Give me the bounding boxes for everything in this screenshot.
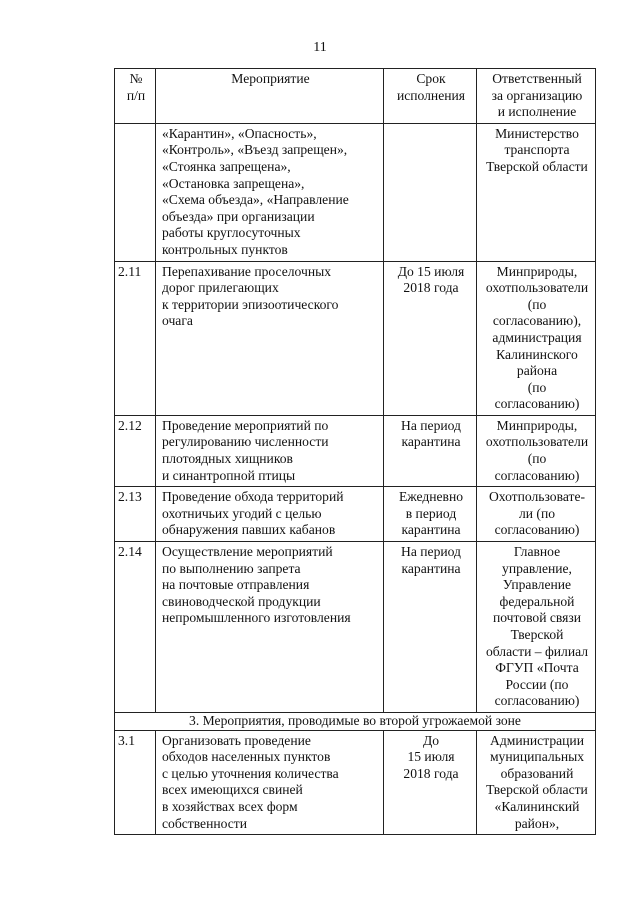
row-activity: «Карантин», «Опасность», «Контроль», «Въезд запрещен», «Стоянка запрещена», «Остановка запрещена», «Схема объезда», «Направление объезда» при организации работы круглосуточных контрольных пунктов [156,123,384,261]
row-num: 2.13 [115,487,156,542]
row-num [115,123,156,261]
row-responsible: Министерство транспорта Тверской области [477,123,596,261]
row-activity: Проведение обхода территорий охотничьих угодий с целью обнаружения павших кабанов [156,487,384,542]
row-responsible: Минприроды, охотпользователи (по согласованию) [477,415,596,486]
row-num: 2.12 [115,415,156,486]
header-num: № п/п [115,69,156,124]
row-responsible: Минприроды, охотпользователи (по согласованию), администрация Калининского района (по согласованию) [477,261,596,415]
table-header-row [115,69,596,124]
table-row [115,123,596,261]
row-term: На период карантина [384,542,477,713]
row-activity: Осуществление мероприятий по выполнению запрета на почтовые отправления свиноводческой продукции непромышленного изготовления [156,542,384,713]
header-activity: Мероприятие [156,69,384,124]
row-num: 3.1 [115,730,156,835]
table-row [115,487,596,542]
row-term [384,123,477,261]
row-num: 2.11 [115,261,156,415]
row-activity: Проведение мероприятий по регулированию численности плотоядных хищников и синантропной птицы [156,415,384,486]
table-row [115,730,596,835]
row-responsible: Администрации муниципальных образований Тверской области «Калининский район», [477,730,596,835]
row-term: Ежедневно в период карантина [384,487,477,542]
row-activity: Организовать проведение обходов населенных пунктов с целью уточнения количества всех имеющихся свиней в хозяйствах всех форм собственности [156,730,384,835]
row-responsible: Главное управление, Управление федеральной почтовой связи Тверской области – филиал ФГУП «Почта России (по согласованию) [477,542,596,713]
table-row [115,261,596,415]
row-responsible: Охотпользовате- ли (по согласованию) [477,487,596,542]
header-responsible: Ответственный за организацию и исполнение [477,69,596,124]
row-term: До 15 июля 2018 года [384,730,477,835]
table-row [115,415,596,486]
page-number: 11 [313,40,327,55]
header-term: Срок исполнения [384,69,477,124]
table-row [115,542,596,713]
section-row [115,712,596,730]
row-num: 2.14 [115,542,156,713]
section-title: 3. Мероприятия, проводимые во второй угрожаемой зоне [115,712,596,730]
row-term: До 15 июля 2018 года [384,261,477,415]
row-term: На период карантина [384,415,477,486]
activities-table [114,68,596,835]
row-activity: Перепахивание проселочных дорог прилегающих к территории эпизоотического очага [156,261,384,415]
